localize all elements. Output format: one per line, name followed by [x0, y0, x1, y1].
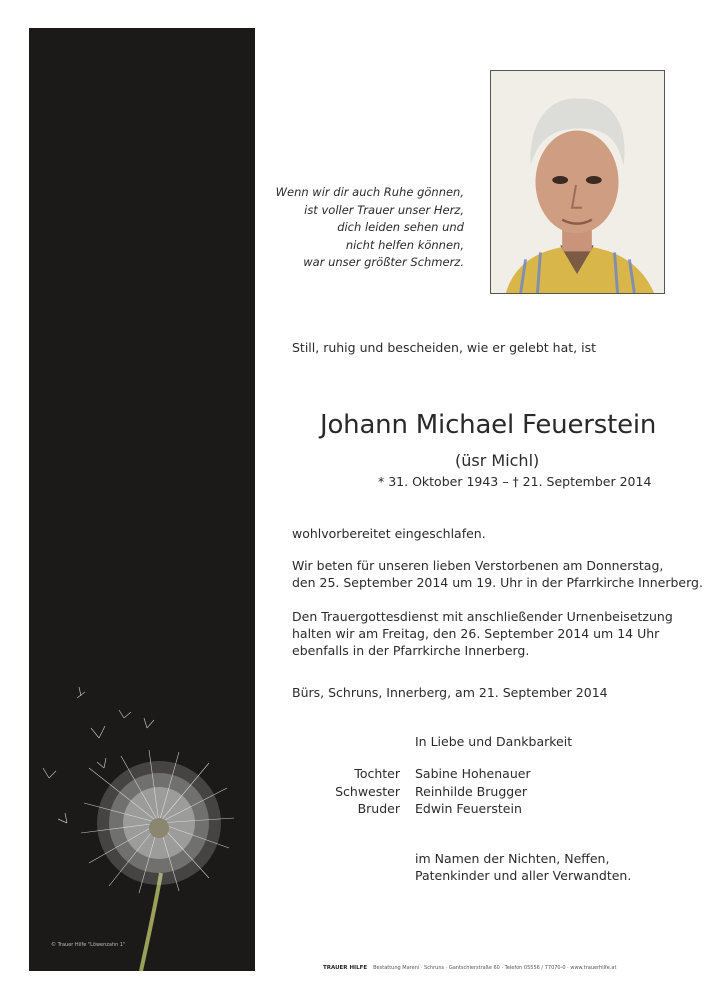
image-credit: © Trauer Hilfe "Löwenzahn 1" — [51, 942, 126, 948]
side-panel — [29, 28, 255, 971]
prayer-line: den 25. September 2014 um 19. Uhr in der Pfarrkirche Innerberg. — [292, 575, 703, 590]
relative-role: Tochter — [354, 766, 400, 781]
relative-name: Edwin Feuerstein — [415, 801, 522, 816]
footer — [323, 965, 616, 971]
deceased-name: Johann Michael Feuerstein — [320, 410, 657, 440]
relative-row — [300, 783, 531, 801]
poem-line: war unser größter Schmerz. — [303, 255, 464, 270]
prayer-info — [292, 557, 703, 591]
closing-line: im Namen der Nichten, Neffen, — [415, 851, 610, 866]
dandelion-illustration — [29, 628, 255, 971]
poem — [276, 184, 464, 272]
poem-line: ist voller Trauer unser Herz, — [304, 202, 464, 217]
relative-role: Bruder — [357, 801, 400, 816]
relatives-list — [300, 765, 531, 818]
closing-text — [415, 850, 631, 884]
deceased-nickname: (üsr Michl) — [455, 451, 540, 470]
portrait-image — [491, 71, 664, 293]
prayer-line: Wir beten für unseren lieben Verstorbenen am Donnerstag, — [292, 558, 664, 573]
place-date: Bürs, Schruns, Innerberg, am 21. September 2014 — [292, 685, 608, 700]
relative-row — [300, 765, 531, 783]
poem-line: dich leiden sehen und — [337, 220, 464, 235]
passing-text: wohlvorbereitet eingeschlafen. — [292, 526, 486, 541]
service-info — [292, 608, 673, 659]
footer-details: Bestattung Mareni · Schruns · Gantschierstraße 60 · Telefon 05556 / 77070-0 · www.trauerhilfe.at — [373, 965, 617, 971]
closing-line: Patenkinder und aller Verwandten. — [415, 868, 632, 883]
footer-brand: TRAUER HILFE — [323, 965, 368, 971]
intro-text: Still, ruhig und bescheiden, wie er gelebt hat, ist — [292, 340, 596, 355]
relative-role: Schwester — [335, 783, 400, 799]
relatives-heading: In Liebe und Dankbarkeit — [415, 734, 573, 749]
poem-line: Wenn wir dir auch Ruhe gönnen, — [275, 185, 464, 199]
service-line: ebenfalls in der Pfarrkirche Innerberg. — [292, 643, 530, 658]
poem-line: nicht helfen können, — [345, 237, 464, 252]
relative-row — [300, 800, 531, 818]
life-dates: * 31. Oktober 1943 – † 21. September 2014 — [378, 474, 652, 489]
portrait-photo — [490, 70, 665, 294]
relative-name: Sabine Hohenauer — [415, 766, 531, 781]
service-line: halten wir am Freitag, den 26. September 2014 um 14 Uhr — [292, 626, 660, 641]
relative-name: Reinhilde Brugger — [415, 783, 528, 799]
service-line: Den Trauergottesdienst mit anschließender Urnenbeisetzung — [292, 609, 673, 624]
